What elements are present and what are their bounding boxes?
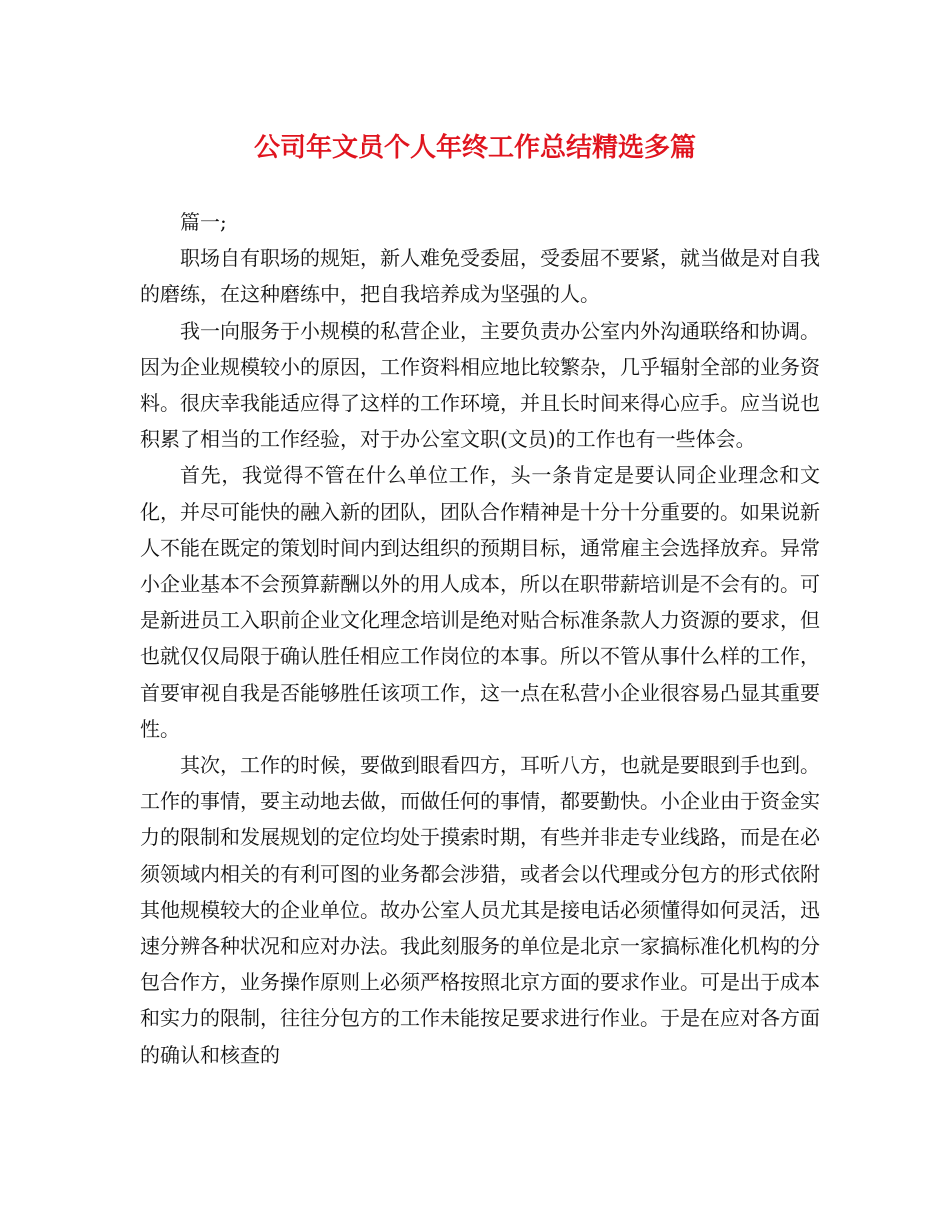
paragraph: 其次，工作的时候，要做到眼看四方，耳听八方，也就是要眼到手也到。工作的事情，要主动地去做，而做任何的事情，都要勤快。小企业由于资金实力的限制和发展规划的定位均处于摸索时期，有些并非走专业线路，而是在必须领域内相关的有利可图的业务都会涉猎，或者会以代理或分包方的形式依附其他规模较大的企业单位。故办公室人员尤其是接电话必须懂得如何灵活，迅速分辨各种状况和应对办法。我此刻服务的单位是北京一家搞标准化机构的分包合作方，业务操作原则上必须严格按照北京方面的要求作业。可是出于成本和实力的限制，往往分包方的工作未能按足要求进行作业。于是在应对各方面的确认和核查的 bbox=[140, 753, 820, 1067]
document-body bbox=[140, 204, 820, 1073]
paragraph: 首先，我觉得不管在什么单位工作，头一条肯定是要认同企业理念和文化，并尽可能快的融入新的团队，团队合作精神是十分十分重要的。如果说新人不能在既定的策划时间内到达组织的预期目标，通常雇主会选择放弃。异常小企业基本不会预算薪酬以外的用人成本，所以在职带薪培训是不会有的。可是新进员工入职前企业文化理念培训是绝对贴合标准条款人力资源的要求，但也就仅仅局限于确认胜任相应工作岗位的本事。所以不管从事什么样的工作，首要审视自我是否能够胜任该项工作，这一点在私营小企业很容易凸显其重要性。 bbox=[140, 463, 820, 741]
section-heading: 篇一; bbox=[180, 210, 227, 234]
document-title: 公司年文员个人年终工作总结精选多篇 bbox=[253, 133, 696, 163]
paragraph: 我一向服务于小规模的私营企业，主要负责办公室内外沟通联络和协调。因为企业规模较小的原因，工作资料相应地比较繁杂，几乎辐射全部的业务资料。很庆幸我能适应得了这样的工作环境，并且长时间来得心应手。应当说也积累了相当的工作经验，对于办公室文职(文员)的工作也有一些体会。 bbox=[140, 318, 820, 452]
paragraph: 职场自有职场的规矩，新人难免受委屈，受委屈不要紧，就当做是对自我的磨练，在这种磨练中，把自我培养成为坚强的人。 bbox=[140, 246, 820, 307]
